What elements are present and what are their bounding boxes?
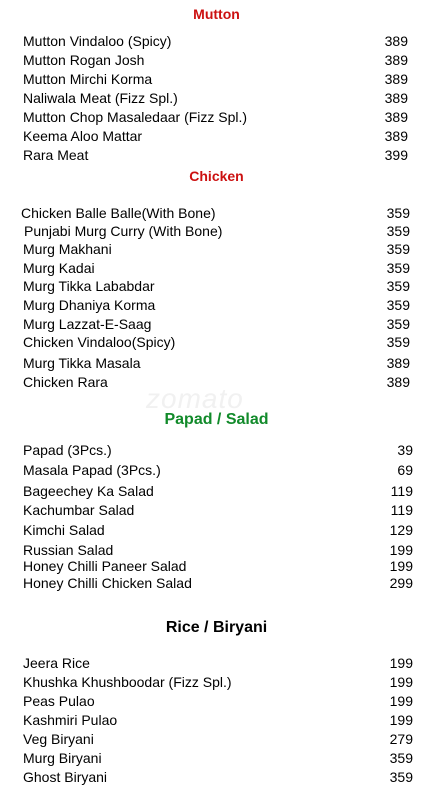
menu-item-price: 199 (389, 558, 413, 574)
menu-item-price: 389 (384, 109, 408, 125)
menu-item-name: Kachumbar Salad (23, 502, 135, 518)
menu-item (0, 749, 433, 768)
section-title-chicken: Chicken (189, 168, 244, 184)
menu-item-price: 359 (386, 316, 410, 332)
menu-item-name: Murg Dhaniya Korma (23, 297, 156, 313)
menu-item-name: Peas Pulao (23, 693, 95, 709)
menu-item (0, 521, 433, 540)
menu-item (0, 501, 433, 520)
menu-item-price: 359 (386, 334, 410, 350)
menu-item (0, 146, 433, 165)
menu-item-name: Chicken Balle Balle(With Bone) (21, 205, 216, 221)
menu-item (0, 32, 433, 51)
menu-item-name: Masala Papad (3Pcs.) (23, 462, 161, 478)
menu-item-price: 129 (389, 522, 413, 538)
menu-item-price: 359 (386, 278, 410, 294)
menu-item-name: Khushka Khushboodar (Fizz Spl.) (23, 674, 232, 690)
menu-item-name: Mutton Rogan Josh (23, 52, 145, 68)
menu-item-name: Chicken Rara (23, 374, 108, 390)
menu-item-price: 199 (389, 655, 413, 671)
menu-item-name: Kashmiri Pulao (23, 712, 118, 728)
menu-item-price: 39 (397, 442, 413, 458)
menu-item-name: Papad (3Pcs.) (23, 442, 112, 458)
menu-item-price: 389 (384, 71, 408, 87)
menu-item-price: 359 (389, 750, 413, 766)
menu-item-name: Ghost Biryani (23, 769, 108, 785)
menu-item (0, 296, 433, 315)
menu-item-name: Rara Meat (23, 147, 89, 163)
menu-item-name: Punjabi Murg Curry (With Bone) (24, 223, 223, 239)
menu-item-name: Honey Chilli Chicken Salad (23, 575, 192, 591)
menu-item-price: 199 (389, 712, 413, 728)
menu-item-name: Murg Kadai (23, 260, 95, 276)
menu-item-price: 359 (386, 260, 410, 276)
menu-item-name: Russian Salad (23, 542, 114, 558)
menu-item (0, 441, 433, 460)
menu-item (0, 333, 433, 352)
menu-item (0, 768, 433, 787)
menu-item (0, 711, 433, 730)
menu-item-price: 119 (390, 502, 413, 518)
menu-item-price: 299 (389, 575, 413, 591)
menu-item-price: 199 (389, 693, 413, 709)
menu-item-name: Keema Aloo Mattar (23, 128, 143, 144)
menu-item (0, 673, 433, 692)
menu-item (0, 654, 433, 673)
menu-item-price: 389 (384, 52, 408, 68)
menu-item-name: Kimchi Salad (23, 522, 105, 538)
menu-item-name: Murg Tikka Lababdar (23, 278, 155, 294)
menu-item (0, 315, 433, 334)
menu-item (0, 108, 433, 127)
menu-item (0, 482, 433, 501)
menu-item-price: 399 (384, 147, 408, 163)
menu-item-price: 199 (389, 674, 413, 690)
menu-item-price: 279 (389, 731, 413, 747)
menu-item (0, 730, 433, 749)
section-title-rice-biryani: Rice / Biryani (165, 619, 268, 636)
menu-item-name: Murg Biryani (23, 750, 102, 766)
menu-item-price: 389 (384, 33, 408, 49)
menu-item (0, 692, 433, 711)
menu-item (0, 354, 433, 373)
menu-item-price: 389 (384, 90, 408, 106)
menu-item (0, 127, 433, 146)
menu-item-name: Bageechey Ka Salad (23, 483, 154, 499)
menu-item (0, 240, 433, 259)
menu-item-price: 359 (386, 223, 410, 239)
menu-item-name: Mutton Chop Masaledaar (Fizz Spl.) (23, 109, 248, 125)
menu-item-name: Mutton Mirchi Korma (23, 71, 153, 87)
menu-item-price: 389 (384, 128, 408, 144)
menu-item-name: Veg Biryani (23, 731, 94, 747)
menu-item-name: Murg Tikka Masala (23, 355, 141, 371)
menu-item-price: 359 (386, 241, 410, 257)
menu-item-price: 389 (386, 355, 410, 371)
menu-item-price: 199 (389, 542, 413, 558)
menu-item (0, 222, 433, 241)
menu-item-name: Jeera Rice (23, 655, 90, 671)
menu-item-name: Mutton Vindaloo (Spicy) (23, 33, 172, 49)
menu-item (0, 461, 433, 480)
menu-item (0, 259, 433, 278)
menu-item-name: Chicken Vindaloo(Spicy) (23, 334, 176, 350)
menu-item-price: 389 (386, 374, 410, 390)
section-title-mutton: Mutton (193, 6, 240, 22)
menu-item (0, 70, 433, 89)
menu-item-price: 119 (390, 483, 413, 499)
menu-item (0, 373, 433, 392)
menu-item (0, 89, 433, 108)
menu-item-name: Honey Chilli Paneer Salad (23, 558, 187, 574)
menu-item-name: Murg Makhani (23, 241, 112, 257)
menu-item-name: Murg Lazzat-E-Saag (23, 316, 152, 332)
menu-item-name: Naliwala Meat (Fizz Spl.) (23, 90, 178, 106)
menu-item-price: 359 (389, 769, 413, 785)
menu-item (0, 574, 433, 593)
menu-item-price: 359 (386, 297, 410, 313)
menu-item-price: 359 (386, 205, 410, 221)
section-title-papad-salad: Papad / Salad (164, 411, 269, 428)
zomato-watermark: zomato (146, 383, 244, 414)
menu-item (0, 277, 433, 296)
menu-item-price: 69 (397, 462, 413, 478)
menu-item (0, 51, 433, 70)
menu-item (0, 204, 433, 223)
